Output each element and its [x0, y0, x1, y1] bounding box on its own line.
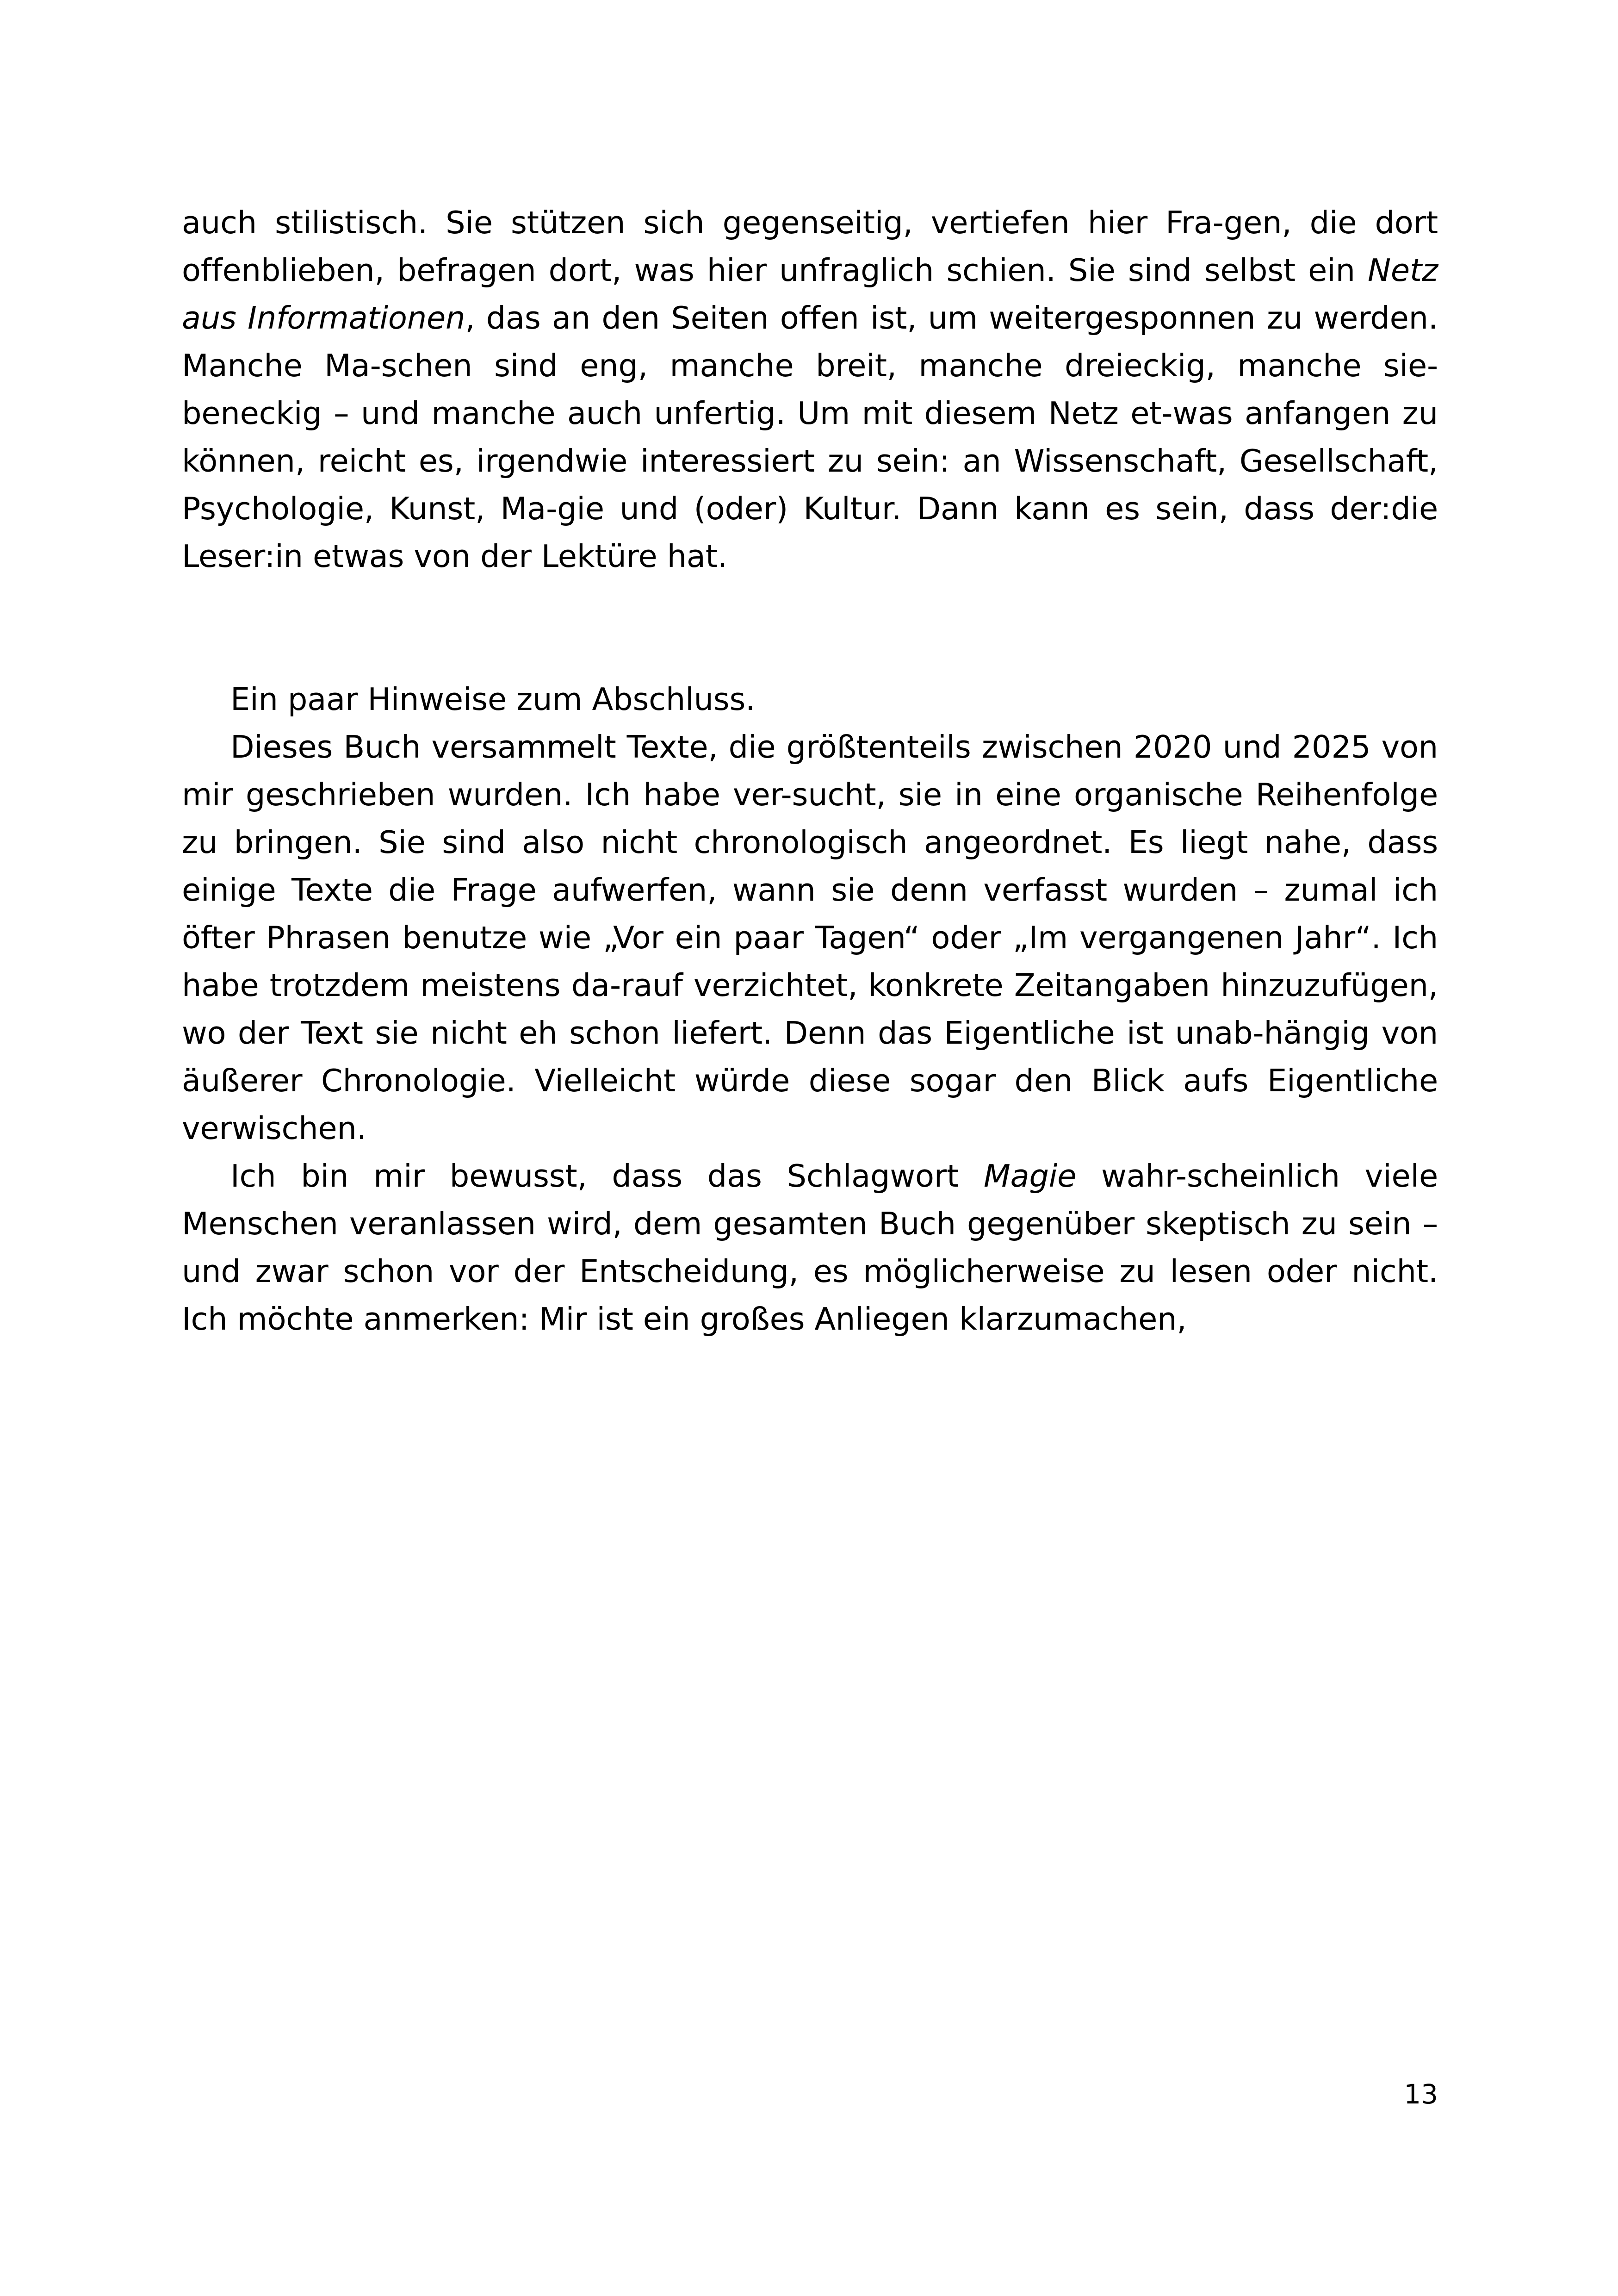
- paragraph-4-part-2: wahr-scheinlich viele Menschen veranlassen wird, dem gesamten Buch gegenüber skeptisch zu sein – und zwar schon vor der Entscheidung, es möglicherweise zu lesen oder nicht. Ich möchte anmerken: Mir ist ein großes Anliegen klarzumachen,: [182, 1158, 1438, 1337]
- paragraph-3: [182, 723, 1438, 1152]
- paragraph-1: [182, 199, 1438, 580]
- paragraph-2: [182, 676, 1438, 723]
- paragraph-2-text: Ein paar Hinweise zum Abschluss.: [230, 681, 756, 717]
- body-text-column: [182, 199, 1438, 1343]
- paragraph-4-part-1: Ich bin mir bewusst, dass das Schlagwort: [230, 1158, 984, 1194]
- paragraph-1-emphasis-netz-aus-informationen: Netz aus Informationen: [182, 252, 1438, 336]
- paragraph-1-part-1: auch stilistisch. Sie stützen sich gegenseitig, vertiefen hier Fra-gen, die dort offenblieben, befragen dort, was hier unfraglich schien. Sie sind selbst ein: [182, 205, 1438, 288]
- paragraph-spacer: [182, 580, 1438, 676]
- paragraph-4-emphasis-magie: Magie: [984, 1158, 1077, 1194]
- paragraph-1-part-2: , das an den Seiten offen ist, um weitergesponnen zu werden. Manche Ma-schen sind eng, manche breit, manche dreieckig, manche sie-beneckig – und manche auch unfertig. Um mit diesem Netz et-was anfangen zu können, reicht es, irgendwie interessiert zu sein: an Wissenschaft, Gesellschaft, Psychologie, Kunst, Ma-gie und (oder) Kultur. Dann kann es sein, dass der:die Leser:in etwas von der Lektüre hat.: [182, 300, 1438, 574]
- page-number: 13: [1404, 2078, 1438, 2110]
- paragraph-3-text: Dieses Buch versammelt Texte, die größtenteils zwischen 2020 und 2025 von mir geschrieben wurden. Ich habe ver-sucht, sie in eine organische Reihenfolge zu bringen. Sie sind also nicht chronologisch angeordnet. Es liegt nahe, dass einige Texte die Frage aufwerfen, wann sie denn verfasst wurden – zumal ich öfter Phrasen benutze wie „Vor ein paar Tagen“ oder „Im vergangenen Jahr“. Ich habe trotzdem meistens da-rauf verzichtet, konkrete Zeitangaben hinzuzufügen, wo der Text sie nicht eh schon liefert. Denn das Eigentliche ist unab-hängig von äußerer Chronologie. Vielleicht würde diese sogar den Blick aufs Eigentliche verwischen.: [182, 729, 1438, 1146]
- paragraph-4: [182, 1152, 1438, 1343]
